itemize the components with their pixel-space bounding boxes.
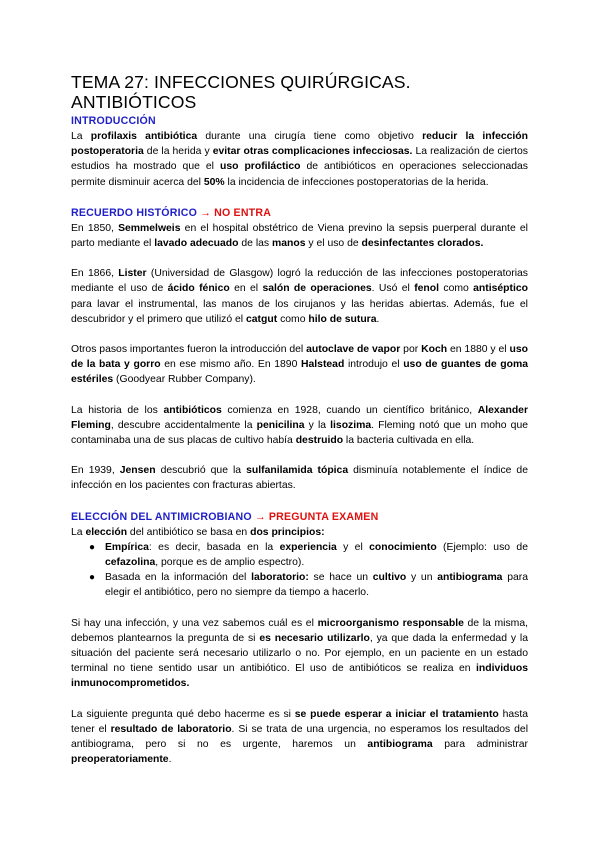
bold-text: lisozima (330, 419, 372, 431)
bold-text: experiencia (279, 541, 337, 553)
text-run: la bacteria cultivada en ella. (343, 435, 475, 447)
text-run: como (439, 283, 474, 295)
bold-text: uso de guantes de goma estériles (71, 359, 528, 386)
bold-text: salón de operaciones (262, 283, 372, 295)
text-run: En 1939, (71, 465, 120, 477)
text-run: y un (406, 572, 438, 584)
text-run: para lavar el instrumental, las manos de los cirujanos y las heridas abiertas. Además, fue el descubridor y el primero que utilizó el (71, 298, 528, 325)
section-heading-recuerdo-historico (71, 206, 528, 221)
text-run: . Fleming notó que un moho que contaminaba una de sus placas de cultivo había (71, 419, 529, 447)
bold-text: Alexander Fleming (71, 404, 528, 431)
bold-text: Koch (421, 344, 448, 356)
text-run: por (400, 344, 422, 356)
paragraph-microorganismo (71, 616, 528, 692)
text-run: se hace un (308, 572, 373, 584)
text-run: en 1880 y el (447, 344, 510, 356)
bold-text: elección (85, 526, 128, 538)
text-run: . (168, 754, 172, 766)
text-run: para elegir el antibiótico, pero no siempre da tiempo a hacerlo. (105, 572, 528, 599)
text-run: . Usó el (371, 283, 415, 295)
document-content (71, 72, 528, 768)
bold-text: dos principios: (250, 526, 325, 538)
bold-text: ácido fénico (167, 283, 230, 295)
paragraph-esperar-tratamiento (71, 707, 528, 768)
bold-text: conocimiento (369, 541, 437, 553)
bold-text: microorganismo responsable (317, 617, 464, 629)
text-run: hasta tener el (71, 708, 528, 735)
bold-text: catgut (246, 313, 278, 325)
text-run: La historia de los (71, 404, 164, 416)
section-heading-text: INTRODUCCIÓN (71, 115, 156, 127)
bold-text: hilo de sutura (308, 313, 377, 325)
section-heading-text: ELECCIÓN DEL ANTIMICROBIANO (71, 510, 252, 523)
bold-text: individuos inmunocomprometidos. (71, 663, 528, 690)
bold-text: profilaxis antibiótica (90, 131, 198, 142)
list-item-laboratorio (89, 570, 528, 600)
bold-text: penicilina (256, 419, 305, 431)
bold-text: lavado adecuado (154, 238, 239, 250)
text-run: la incidencia de infecciones postoperatorias de la herida. (224, 176, 489, 188)
bold-text: laboratorio: (251, 572, 309, 584)
bold-text: resultado de laboratorio (110, 723, 232, 735)
text-run: para administrar (432, 739, 528, 751)
section-heading-text: RECUERDO HISTÓRICO (71, 206, 198, 219)
section-heading-note: → NO ENTRA (200, 206, 272, 219)
text-run: y la (304, 419, 331, 431)
text-run: y el (336, 541, 370, 553)
bullet-icon: ● (89, 572, 96, 584)
text-run: La realización de ciertos estudios ha mostrado que el (71, 146, 528, 173)
bold-text: Halstead (301, 359, 345, 371)
text-run: en el (229, 283, 263, 295)
text-run: comienza en 1928, cuando un científico británico, (221, 404, 478, 416)
text-run: en el hospital obstétrico de Viena previno la sepsis puerperal durante el parto mediante el (71, 222, 528, 250)
section-heading-introduccion (71, 114, 528, 129)
text-run: . (376, 313, 380, 325)
text-run: Si hay una infección, y una vez sabemos cuál es el (71, 617, 318, 629)
text-run: En 1850, (71, 222, 119, 234)
paragraph-jensen (71, 463, 528, 493)
text-run: . Si se trata de una urgencia, no esperamos los resultados del antibiograma, pero si no es urgente, haremos un (71, 723, 529, 751)
text-run: de antibióticos en operaciones seleccionadas permite disminuir acerca del (71, 161, 529, 188)
bold-text: sulfanilamida tópica (246, 465, 349, 477)
list-item-text (105, 542, 528, 568)
bold-text: antiséptico (473, 283, 529, 295)
text-run: , descubre accidentalmente la (110, 419, 257, 431)
list-item-text (105, 572, 528, 598)
bold-text: antibiograma (437, 572, 503, 584)
bold-text: Empírica (105, 541, 149, 553)
text-run: La (71, 131, 91, 142)
section-heading-note: → PREGUNTA EXAMEN (254, 510, 379, 523)
text-run: En 1866, (71, 268, 119, 280)
paragraph-lister (71, 266, 528, 327)
text-run: durante una cirugía tiene como objetivo (197, 131, 423, 142)
text-run: : es decir, basada en la (148, 541, 280, 553)
text-run: , ya que dada la enfermedad y la situación del paciente será necesario utilizarlo o no. Por ejemplo, en un paciente en un estado terminal no tiene sentido usar un antibiótico. El uso de antibióticos se realiza en (71, 632, 528, 675)
bold-text: Jensen (119, 465, 156, 477)
text-run: Otros pasos importantes fueron la introducción del (71, 344, 307, 356)
bold-text: manos (272, 238, 306, 250)
text-run: descubrió que la (155, 465, 247, 477)
bold-text: cefazolina (105, 557, 156, 569)
text-run: como (277, 313, 309, 325)
bold-text: Semmelweis (118, 222, 181, 234)
bold-text: es necesario utilizarlo (259, 632, 370, 644)
paragraph-otros-pasos (71, 342, 528, 388)
text-run: disminuía notablemente el índice de infección en los pacientes con fracturas abiertas. (71, 465, 528, 492)
paragraph-fleming (71, 403, 528, 449)
text-run: de la misma, debemos plantearnos la pregunta de si (71, 617, 528, 644)
text-run: (Ejemplo: uso de (436, 541, 528, 553)
text-run: de las (238, 238, 273, 250)
bold-text: preoperatoriamente (71, 754, 169, 766)
text-run: introdujo el (344, 359, 404, 371)
text-run: de la herida y (143, 146, 213, 158)
text-run: La siguiente pregunta qué debo hacerme es si (71, 708, 295, 720)
bold-text: antibióticos (163, 404, 222, 416)
principles-list (71, 540, 528, 601)
list-item-empirica (89, 540, 528, 570)
bullet-icon: ● (89, 541, 96, 553)
text-run: Basada en la información del (105, 572, 252, 584)
bold-text: se puede esperar a iniciar el tratamiento (294, 708, 499, 720)
bold-text: fenol (414, 283, 440, 295)
bold-text: 50% (203, 176, 225, 188)
text-run: (Goodyear Rubber Company). (113, 374, 256, 386)
bold-text: uso profiláctico (219, 161, 301, 173)
bold-text: autoclave de vapor (306, 344, 401, 356)
text-run: La (71, 526, 86, 538)
text-run: del antibiótico se basa en (127, 526, 251, 538)
bold-text: Lister (118, 268, 147, 280)
bold-text: destruido (295, 435, 344, 447)
section-heading-eleccion-antimicrobiano (71, 510, 528, 525)
paragraph-intro (71, 129, 528, 190)
bold-text: cultivo (372, 572, 407, 584)
text-run: en ese mismo año. En 1890 (160, 359, 301, 371)
paragraph-semmelweis (71, 221, 528, 251)
bold-text: uso de la bata y gorro (71, 344, 528, 371)
page-title: TEMA 27: INFECCIONES QUIRÚRGICAS. ANTIBIÓTICOS (71, 72, 411, 112)
text-run: (Universidad de Glasgow) logró la reducción de las infecciones postoperatorias mediante el uso de (71, 268, 528, 295)
bold-text: desinfectantes clorados. (361, 238, 484, 250)
text-run: , porque es de amplio espectro). (155, 557, 305, 569)
bold-text: evitar otras complicaciones infecciosas. (212, 146, 413, 158)
bold-text: antibiograma (367, 739, 433, 751)
paragraph-eleccion (71, 525, 528, 540)
text-run: y el uso de (305, 238, 362, 250)
bold-text: reducir la infección postoperatoria (71, 131, 528, 158)
